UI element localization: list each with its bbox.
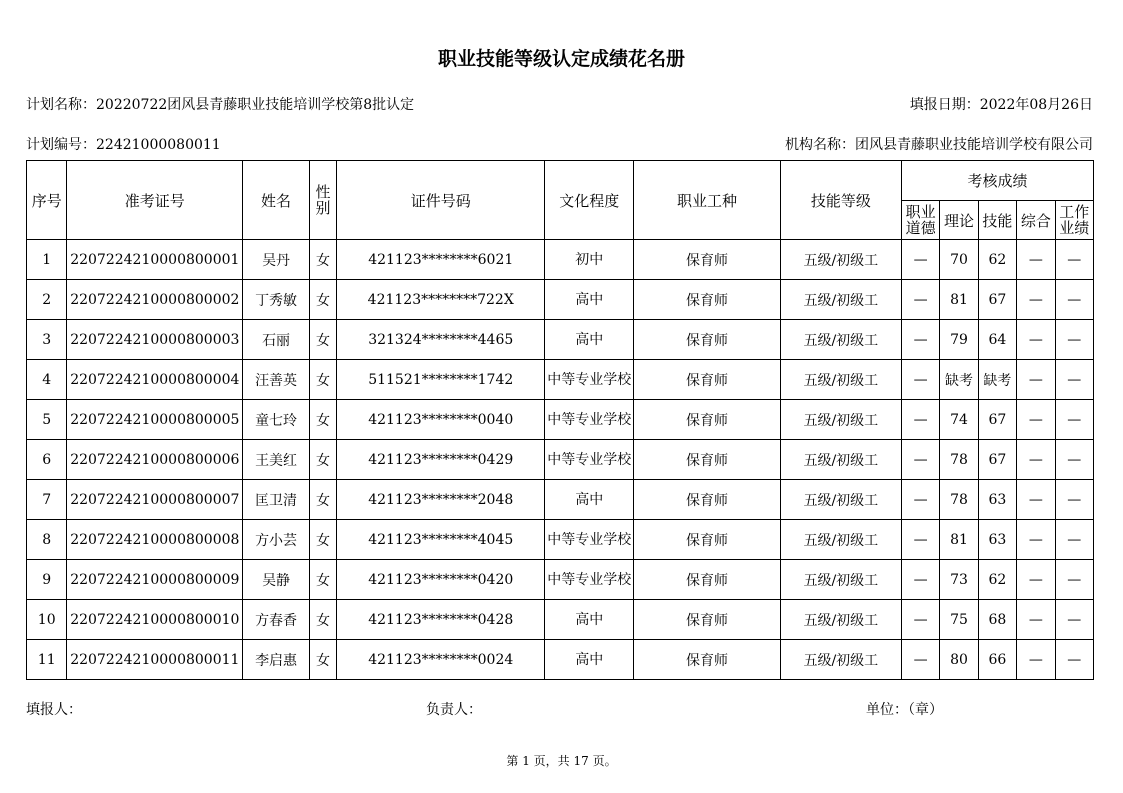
cell-theory: 78 bbox=[940, 480, 978, 520]
cell-exam-no: 2207224210000800011 bbox=[67, 640, 243, 680]
table-row bbox=[27, 320, 1094, 360]
cell-name: 童七玲 bbox=[243, 400, 310, 440]
cell-occupation: 保育师 bbox=[634, 520, 781, 560]
cell-gender: 女 bbox=[309, 240, 336, 280]
cell-gender: 女 bbox=[309, 440, 336, 480]
cell-id-no: 421123********722X bbox=[337, 280, 545, 320]
cell-comprehensive: — bbox=[1017, 240, 1055, 280]
cell-skill-level: 五级/初级工 bbox=[780, 320, 901, 360]
cell-skill-level: 五级/初级工 bbox=[780, 400, 901, 440]
cell-occupation: 保育师 bbox=[634, 640, 781, 680]
cell-seq: 6 bbox=[27, 440, 67, 480]
header-theory: 理论 bbox=[940, 201, 978, 240]
cell-seq: 9 bbox=[27, 560, 67, 600]
cell-id-no: 421123********0420 bbox=[337, 560, 545, 600]
org-label: 机构名称： bbox=[785, 137, 855, 153]
cell-skill: 63 bbox=[978, 520, 1016, 560]
header-scores: 考核成绩 bbox=[901, 161, 1093, 201]
header-ethics: 职业道德 bbox=[901, 201, 939, 240]
cell-comprehensive: — bbox=[1017, 400, 1055, 440]
cell-exam-no: 2207224210000800005 bbox=[67, 400, 243, 440]
table-row bbox=[27, 520, 1094, 560]
cell-theory: 70 bbox=[940, 240, 978, 280]
cell-comprehensive: — bbox=[1017, 640, 1055, 680]
cell-education: 中等专业学校 bbox=[545, 560, 634, 600]
cell-gender: 女 bbox=[309, 400, 336, 440]
cell-theory: 80 bbox=[940, 640, 978, 680]
header-education: 文化程度 bbox=[545, 161, 634, 240]
cell-work-performance: — bbox=[1055, 520, 1093, 560]
cell-skill-level: 五级/初级工 bbox=[780, 640, 901, 680]
cell-theory: 78 bbox=[940, 440, 978, 480]
cell-occupation: 保育师 bbox=[634, 320, 781, 360]
report-date-label: 填报日期： bbox=[909, 97, 980, 113]
cell-seq: 3 bbox=[27, 320, 67, 360]
cell-skill-level: 五级/初级工 bbox=[780, 360, 901, 400]
cell-skill-level: 五级/初级工 bbox=[780, 520, 901, 560]
cell-skill-level: 五级/初级工 bbox=[780, 600, 901, 640]
cell-skill: 62 bbox=[978, 560, 1016, 600]
table-row bbox=[27, 640, 1094, 680]
cell-occupation: 保育师 bbox=[634, 360, 781, 400]
cell-work-performance: — bbox=[1055, 480, 1093, 520]
table-row bbox=[27, 240, 1094, 280]
cell-exam-no: 2207224210000800008 bbox=[67, 520, 243, 560]
table-row bbox=[27, 600, 1094, 640]
cell-skill-level: 五级/初级工 bbox=[780, 480, 901, 520]
header-comprehensive: 综合 bbox=[1017, 201, 1055, 240]
cell-occupation: 保育师 bbox=[634, 600, 781, 640]
reporter-label: 填报人： bbox=[26, 702, 82, 718]
cell-skill: 68 bbox=[978, 600, 1016, 640]
plan-number: 22421000080011 bbox=[96, 137, 221, 153]
cell-name: 吴静 bbox=[243, 560, 310, 600]
org-name: 团风县青藤职业技能培训学校有限公司 bbox=[855, 137, 1093, 153]
cell-skill-level: 五级/初级工 bbox=[780, 440, 901, 480]
cell-skill: 缺考 bbox=[978, 360, 1016, 400]
report-date-line bbox=[910, 94, 1093, 114]
cell-occupation: 保育师 bbox=[634, 440, 781, 480]
cell-gender: 女 bbox=[309, 560, 336, 600]
cell-skill: 67 bbox=[978, 440, 1016, 480]
header-exam-no: 准考证号 bbox=[67, 161, 243, 240]
unit-stamp-label: 单位：（章） bbox=[866, 702, 943, 718]
cell-comprehensive: — bbox=[1017, 480, 1055, 520]
responsible-label: 负责人： bbox=[426, 702, 482, 718]
cell-education: 高中 bbox=[545, 280, 634, 320]
cell-gender: 女 bbox=[309, 280, 336, 320]
page-number: 第 1 页，共 17 页。 bbox=[506, 754, 617, 768]
cell-exam-no: 2207224210000800006 bbox=[67, 440, 243, 480]
header-skill-level: 技能等级 bbox=[780, 161, 901, 240]
table-row bbox=[27, 400, 1094, 440]
page-title: 职业技能等级认定成绩花名册 bbox=[437, 48, 685, 70]
cell-id-no: 421123********0428 bbox=[337, 600, 545, 640]
cell-work-performance: — bbox=[1055, 400, 1093, 440]
cell-comprehensive: — bbox=[1017, 280, 1055, 320]
cell-seq: 11 bbox=[27, 640, 67, 680]
cell-education: 高中 bbox=[545, 480, 634, 520]
cell-exam-no: 2207224210000800002 bbox=[67, 280, 243, 320]
table-row bbox=[27, 560, 1094, 600]
cell-gender: 女 bbox=[309, 640, 336, 680]
cell-ethics: — bbox=[901, 640, 939, 680]
cell-education: 高中 bbox=[545, 600, 634, 640]
cell-name: 方小芸 bbox=[243, 520, 310, 560]
header-skill: 技能 bbox=[978, 201, 1016, 240]
cell-skill-level: 五级/初级工 bbox=[780, 280, 901, 320]
cell-occupation: 保育师 bbox=[634, 400, 781, 440]
table-row bbox=[27, 360, 1094, 400]
table-row bbox=[27, 440, 1094, 480]
cell-education: 中等专业学校 bbox=[545, 520, 634, 560]
cell-skill: 63 bbox=[978, 480, 1016, 520]
cell-education: 高中 bbox=[545, 320, 634, 360]
plan-name-label: 计划名称： bbox=[26, 97, 96, 113]
cell-name: 李启惠 bbox=[243, 640, 310, 680]
cell-ethics: — bbox=[901, 280, 939, 320]
cell-theory: 81 bbox=[940, 280, 978, 320]
cell-comprehensive: — bbox=[1017, 600, 1055, 640]
plan-name: 20220722团风县青藤职业技能培训学校第8批认定 bbox=[96, 97, 415, 113]
cell-work-performance: — bbox=[1055, 600, 1093, 640]
cell-theory: 73 bbox=[940, 560, 978, 600]
cell-id-no: 421123********0040 bbox=[337, 400, 545, 440]
cell-exam-no: 2207224210000800003 bbox=[67, 320, 243, 360]
header-gender: 性别 bbox=[309, 161, 336, 240]
cell-work-performance: — bbox=[1055, 640, 1093, 680]
table-row bbox=[27, 480, 1094, 520]
cell-ethics: — bbox=[901, 480, 939, 520]
header-occupation: 职业工种 bbox=[634, 161, 781, 240]
cell-seq: 10 bbox=[27, 600, 67, 640]
cell-skill: 64 bbox=[978, 320, 1016, 360]
cell-exam-no: 2207224210000800001 bbox=[67, 240, 243, 280]
plan-number-label: 计划编号： bbox=[26, 137, 96, 153]
cell-ethics: — bbox=[901, 560, 939, 600]
header-id-no: 证件号码 bbox=[337, 161, 545, 240]
cell-skill: 67 bbox=[978, 400, 1016, 440]
cell-gender: 女 bbox=[309, 520, 336, 560]
cell-education: 初中 bbox=[545, 240, 634, 280]
plan-number-line bbox=[26, 134, 221, 154]
cell-theory: 79 bbox=[940, 320, 978, 360]
cell-id-no: 421123********0429 bbox=[337, 440, 545, 480]
cell-education: 中等专业学校 bbox=[545, 400, 634, 440]
cell-gender: 女 bbox=[309, 360, 336, 400]
cell-work-performance: — bbox=[1055, 240, 1093, 280]
plan-name-line bbox=[26, 94, 414, 114]
cell-comprehensive: — bbox=[1017, 560, 1055, 600]
cell-gender: 女 bbox=[309, 480, 336, 520]
cell-id-no: 511521********1742 bbox=[337, 360, 545, 400]
cell-work-performance: — bbox=[1055, 560, 1093, 600]
cell-ethics: — bbox=[901, 440, 939, 480]
score-roster-table bbox=[26, 160, 1094, 680]
cell-exam-no: 2207224210000800010 bbox=[67, 600, 243, 640]
cell-skill-level: 五级/初级工 bbox=[780, 560, 901, 600]
cell-exam-no: 2207224210000800004 bbox=[67, 360, 243, 400]
cell-education: 中等专业学校 bbox=[545, 440, 634, 480]
cell-seq: 4 bbox=[27, 360, 67, 400]
header-work-performance: 工作业绩 bbox=[1055, 201, 1093, 240]
org-name-line bbox=[785, 134, 1093, 154]
cell-id-no: 421123********6021 bbox=[337, 240, 545, 280]
report-date: 2022年08月26日 bbox=[979, 97, 1093, 113]
cell-ethics: — bbox=[901, 600, 939, 640]
cell-comprehensive: — bbox=[1017, 440, 1055, 480]
cell-skill: 62 bbox=[978, 240, 1016, 280]
cell-seq: 7 bbox=[27, 480, 67, 520]
cell-name: 汪善英 bbox=[243, 360, 310, 400]
roster-body bbox=[27, 240, 1094, 680]
cell-comprehensive: — bbox=[1017, 360, 1055, 400]
cell-ethics: — bbox=[901, 520, 939, 560]
cell-name: 丁秀敏 bbox=[243, 280, 310, 320]
cell-name: 匡卫清 bbox=[243, 480, 310, 520]
cell-comprehensive: — bbox=[1017, 520, 1055, 560]
cell-ethics: — bbox=[901, 320, 939, 360]
cell-id-no: 421123********2048 bbox=[337, 480, 545, 520]
cell-gender: 女 bbox=[309, 600, 336, 640]
cell-id-no: 421123********0024 bbox=[337, 640, 545, 680]
cell-occupation: 保育师 bbox=[634, 560, 781, 600]
cell-exam-no: 2207224210000800007 bbox=[67, 480, 243, 520]
cell-name: 石丽 bbox=[243, 320, 310, 360]
cell-skill-level: 五级/初级工 bbox=[780, 240, 901, 280]
header-seq: 序号 bbox=[27, 161, 67, 240]
cell-skill: 67 bbox=[978, 280, 1016, 320]
cell-work-performance: — bbox=[1055, 360, 1093, 400]
cell-theory: 74 bbox=[940, 400, 978, 440]
cell-work-performance: — bbox=[1055, 320, 1093, 360]
cell-ethics: — bbox=[901, 400, 939, 440]
cell-education: 中等专业学校 bbox=[545, 360, 634, 400]
cell-education: 高中 bbox=[545, 640, 634, 680]
cell-work-performance: — bbox=[1055, 440, 1093, 480]
cell-seq: 5 bbox=[27, 400, 67, 440]
table-row bbox=[27, 280, 1094, 320]
header-name: 姓名 bbox=[243, 161, 310, 240]
cell-seq: 8 bbox=[27, 520, 67, 560]
cell-theory: 75 bbox=[940, 600, 978, 640]
cell-name: 吴丹 bbox=[243, 240, 310, 280]
cell-occupation: 保育师 bbox=[634, 240, 781, 280]
cell-exam-no: 2207224210000800009 bbox=[67, 560, 243, 600]
cell-skill: 66 bbox=[978, 640, 1016, 680]
cell-name: 方春香 bbox=[243, 600, 310, 640]
cell-occupation: 保育师 bbox=[634, 280, 781, 320]
cell-occupation: 保育师 bbox=[634, 480, 781, 520]
cell-ethics: — bbox=[901, 240, 939, 280]
cell-work-performance: — bbox=[1055, 280, 1093, 320]
cell-ethics: — bbox=[901, 360, 939, 400]
cell-id-no: 321324********4465 bbox=[337, 320, 545, 360]
cell-theory: 81 bbox=[940, 520, 978, 560]
cell-seq: 2 bbox=[27, 280, 67, 320]
cell-name: 王美红 bbox=[243, 440, 310, 480]
cell-id-no: 421123********4045 bbox=[337, 520, 545, 560]
cell-seq: 1 bbox=[27, 240, 67, 280]
cell-comprehensive: — bbox=[1017, 320, 1055, 360]
cell-gender: 女 bbox=[309, 320, 336, 360]
cell-theory: 缺考 bbox=[940, 360, 978, 400]
